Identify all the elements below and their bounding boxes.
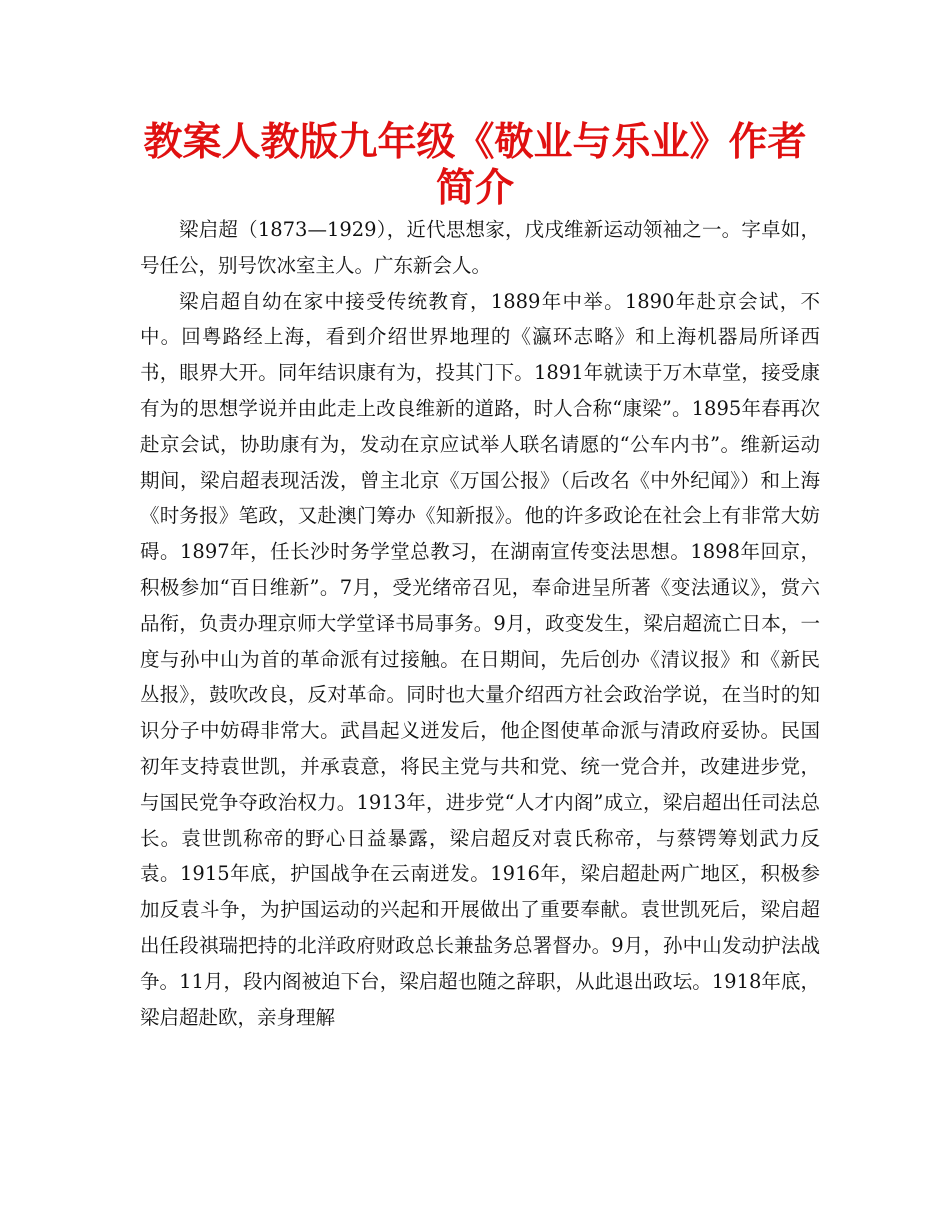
paragraph-biography: 梁启超自幼在家中接受传统教育，1889年中举。1890年赴京会试，不中。回粤路经上海，看到介绍世界地理的《瀛环志略》和上海机器局所译西书，眼界大开。同年结识康有为，投其门下。1891年就读于万木草堂，接受康有为的思想学说并由此走上改良维新的道路，时人合称“康梁”。1895年春再次赴京会试，协助康有为，发动在京应试举人联名请愿的“公车内书”。维新运动期间，梁启超表现活泼，曾主北京《万国公报》（后改名《中外纪闻》）和上海《时务报》笔政，又赴澳门筹办《知新报》。他的许多政论在社会上有非常大妨碍。1897年，任长沙时务学堂总教习，在湖南宣传变法思想。1898年回京，积极参加“百日维新”。7月，受光绪帝召见，奉命进呈所著《变法通议》，赏六品衔，负责办理京师大学堂译书局事务。9月，政变发生，梁启超流亡日本，一度与孙中山为首的革命派有过接触。在日期间，先后创办《清议报》和《新民丛报》，鼓吹改良，反对革命。同时也大量介绍西方社会政治学说，在当时的知识分子中妨碍非常大。武昌起义迸发后，他企图使革命派与清政府妥协。民国初年支持袁世凯，并承袁意，将民主党与共和党、统一党合并，改建进步党，与国民党争夺政治权力。1913年，进步党“人才内阁”成立，梁启超出任司法总长。袁世凯称帝的野心日益暴露，梁启超反对袁氏称帝，与蔡锷筹划武力反袁。1915年底，护国战争在云南迸发。1916年，梁启超赴两广地区，积极参加反袁斗争，为护国运动的兴起和开展做出了重要奉献。袁世凯死后，梁启超出任段祺瑞把持的北洋政府财政总长兼盐务总署督办。9月，孙中山发动护法战争。11月，段内阁被迫下台，梁启超也随之辞职，从此退出政坛。1918年底，梁启超赴欧，亲身理解 [140,289,820,1029]
document-title: 教案人教版九年级《敬业与乐业》作者简介 [143,120,807,211]
document-body [140,212,820,1035]
paragraph-intro: 梁启超（1873—1929），近代思想家，戊戌维新运动领袖之一。字卓如，号任公，别号饮冰室主人。广东新会人。 [140,218,820,277]
